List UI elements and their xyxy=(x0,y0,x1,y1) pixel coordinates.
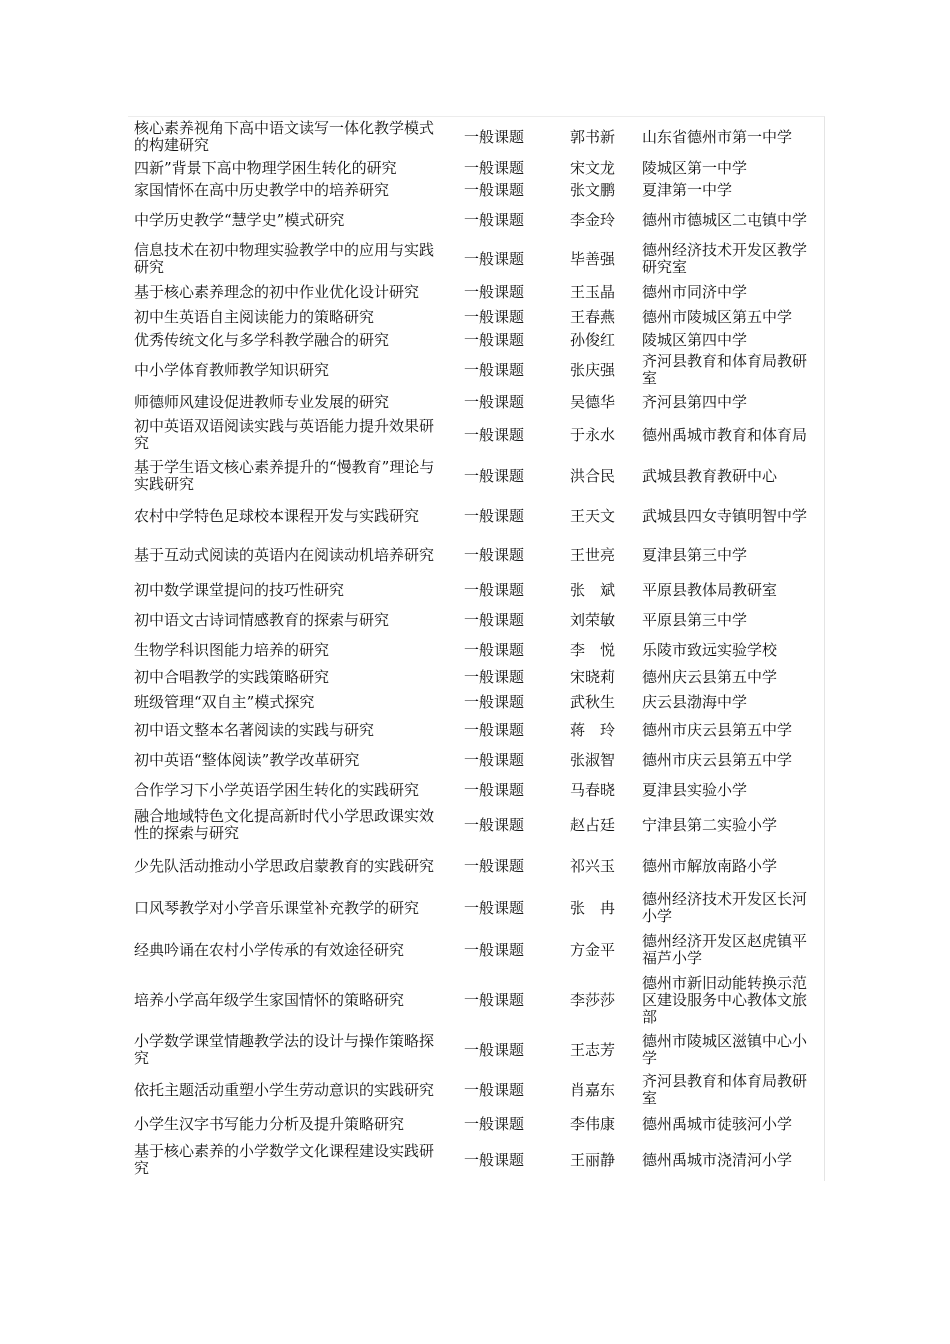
project-type-cell: 一般课题 xyxy=(464,1150,525,1169)
project-title-cell: 口风琴教学对小学音乐课堂补充教学的研究 xyxy=(134,898,420,917)
unit-cell: 陵城区第四中学 xyxy=(642,330,748,349)
person-cell: 刘荣敏 xyxy=(570,610,616,629)
person-cell: 孙俊红 xyxy=(570,330,616,349)
person-cell: 张庆强 xyxy=(570,360,616,379)
table-row xyxy=(128,179,824,201)
person-cell: 洪合民 xyxy=(570,466,616,485)
unit-cell: 德州禹城市浇清河小学 xyxy=(642,1150,793,1169)
person-cell: 蒋 玲 xyxy=(570,720,616,739)
project-type-cell: 一般课题 xyxy=(464,780,525,799)
table-row xyxy=(128,1109,824,1139)
project-type-cell: 一般课题 xyxy=(464,466,525,485)
unit-cell: 齐河县第四中学 xyxy=(642,392,748,411)
unit-cell: 夏津县第三中学 xyxy=(642,545,748,564)
person-cell: 宋晓莉 xyxy=(570,667,616,686)
unit-cell: 夏津第一中学 xyxy=(642,180,733,199)
person-cell: 赵占廷 xyxy=(570,815,616,834)
project-type-cell: 一般课题 xyxy=(464,815,525,834)
project-title-cell: 初中语文整本名著阅读的实践与研究 xyxy=(134,720,375,739)
project-title-cell: 少先队活动推动小学思政启蒙教育的实践研究 xyxy=(134,856,435,875)
unit-cell: 陵城区第一中学 xyxy=(642,158,748,177)
project-type-cell: 一般课题 xyxy=(464,640,525,659)
project-title-cell: 班级管理“双自主”模式探究 xyxy=(134,692,315,711)
person-cell: 祁兴玉 xyxy=(570,856,616,875)
project-title-cell: 基于核心素养的小学数学文化课程建设实践研究 xyxy=(134,1142,435,1177)
table-row xyxy=(128,689,824,715)
project-title-cell: 培养小学高年级学生家国情怀的策略研究 xyxy=(134,990,405,1009)
table-row xyxy=(128,305,824,329)
project-type-cell: 一般课题 xyxy=(464,180,525,199)
person-cell: 王志芳 xyxy=(570,1040,616,1059)
project-table xyxy=(128,116,825,1181)
project-title-cell: 初中数学课堂提问的技巧性研究 xyxy=(134,580,345,599)
unit-cell: 乐陵市致远实验学校 xyxy=(642,640,778,659)
unit-cell: 武城县教育教研中心 xyxy=(642,466,778,485)
project-type-cell: 一般课题 xyxy=(464,127,525,146)
unit-cell: 德州市陵城区滋镇中心小学 xyxy=(642,1032,808,1067)
table-row xyxy=(128,605,824,635)
table-row xyxy=(128,351,824,389)
project-type-cell: 一般课题 xyxy=(464,990,525,1009)
project-title-cell: 小学生汉字书写能力分析及提升策略研究 xyxy=(134,1114,405,1133)
unit-cell: 武城县四女寺镇明智中学 xyxy=(642,506,808,525)
project-title-cell: 生物学科识图能力培养的研究 xyxy=(134,640,330,659)
unit-cell: 德州市陵城区第五中学 xyxy=(642,307,793,326)
person-cell: 张 冉 xyxy=(570,898,616,917)
project-type-cell: 一般课题 xyxy=(464,392,525,411)
table-row xyxy=(128,575,824,605)
project-type-cell: 一般课题 xyxy=(464,545,525,564)
project-type-cell: 一般课题 xyxy=(464,940,525,959)
person-cell: 张文鹏 xyxy=(570,180,616,199)
project-title-cell: 初中英语双语阅读实践与英语能力提升效果研究 xyxy=(134,417,435,452)
project-title-cell: 初中语文古诗词情感教育的探索与研究 xyxy=(134,610,390,629)
person-cell: 于永水 xyxy=(570,425,616,444)
project-type-cell: 一般课题 xyxy=(464,282,525,301)
project-title-cell: 初中生英语自主阅读能力的策略研究 xyxy=(134,307,375,326)
table-row xyxy=(128,845,824,887)
table-row xyxy=(128,665,824,689)
project-type-cell: 一般课题 xyxy=(464,1080,525,1099)
project-title-cell: 经典吟诵在农村小学传承的有效途径研究 xyxy=(134,940,405,959)
unit-cell: 德州市庆云县第五中学 xyxy=(642,720,793,739)
table-row xyxy=(128,745,824,775)
project-title-cell: 核心素养视角下高中语文读写一体化教学模式的构建研究 xyxy=(134,119,435,154)
table-row xyxy=(128,117,824,157)
project-type-cell: 一般课题 xyxy=(464,580,525,599)
unit-cell: 平原县教体局教研室 xyxy=(642,580,778,599)
project-type-cell: 一般课题 xyxy=(464,1114,525,1133)
project-title-cell: 基于核心素养理念的初中作业优化设计研究 xyxy=(134,282,420,301)
person-cell: 李伟康 xyxy=(570,1114,616,1133)
project-type-cell: 一般课题 xyxy=(464,360,525,379)
person-cell: 王丽静 xyxy=(570,1150,616,1169)
project-type-cell: 一般课题 xyxy=(464,692,525,711)
person-cell: 王世亮 xyxy=(570,545,616,564)
unit-cell: 夏津县实验小学 xyxy=(642,780,748,799)
unit-cell: 德州市庆云县第五中学 xyxy=(642,750,793,769)
table-row xyxy=(128,929,824,971)
person-cell: 王天文 xyxy=(570,506,616,525)
person-cell: 宋文龙 xyxy=(570,158,616,177)
project-type-cell: 一般课题 xyxy=(464,750,525,769)
table-row xyxy=(128,1029,824,1071)
person-cell: 吴德华 xyxy=(570,392,616,411)
person-cell: 马春晓 xyxy=(570,780,616,799)
table-row xyxy=(128,715,824,745)
unit-cell: 宁津县第二实验小学 xyxy=(642,815,778,834)
person-cell: 武秋生 xyxy=(570,692,616,711)
table-row xyxy=(128,535,824,575)
project-title-cell: 师德师风建设促进教师专业发展的研究 xyxy=(134,392,390,411)
project-type-cell: 一般课题 xyxy=(464,249,525,268)
person-cell: 张淑智 xyxy=(570,750,616,769)
table-row xyxy=(128,775,824,805)
project-title-cell: 基于互动式阅读的英语内在阅读动机培养研究 xyxy=(134,545,435,564)
project-type-cell: 一般课题 xyxy=(464,856,525,875)
project-title-cell: 合作学习下小学英语学困生转化的实践研究 xyxy=(134,780,420,799)
project-type-cell: 一般课题 xyxy=(464,898,525,917)
person-cell: 郭书新 xyxy=(570,127,616,146)
person-cell: 李金玲 xyxy=(570,210,616,229)
person-cell: 王玉晶 xyxy=(570,282,616,301)
project-type-cell: 一般课题 xyxy=(464,667,525,686)
unit-cell: 德州禹城市教育和体育局 xyxy=(642,425,808,444)
project-type-cell: 一般课题 xyxy=(464,720,525,739)
project-type-cell: 一般课题 xyxy=(464,330,525,349)
unit-cell: 德州经济开发区赵虎镇平福芦小学 xyxy=(642,932,808,967)
unit-cell: 齐河县教育和体育局教研室 xyxy=(642,1072,808,1107)
unit-cell: 德州市德城区二屯镇中学 xyxy=(642,210,808,229)
project-title-cell: 小学数学课堂情趣教学法的设计与操作策略探究 xyxy=(134,1032,435,1067)
project-title-cell: 家国情怀在高中历史教学中的培养研究 xyxy=(134,180,390,199)
unit-cell: 齐河县教育和体育局教研室 xyxy=(642,352,808,387)
table-row xyxy=(128,157,824,179)
table-row xyxy=(128,279,824,305)
table-row xyxy=(128,1139,824,1181)
person-cell: 肖嘉东 xyxy=(570,1080,616,1099)
table-row xyxy=(128,329,824,351)
project-title-cell: 依托主题活动重塑小学生劳动意识的实践研究 xyxy=(134,1080,435,1099)
project-title-cell: 中学历史教学“慧学史”模式研究 xyxy=(134,210,345,229)
person-cell: 张 斌 xyxy=(570,580,616,599)
person-cell: 李莎莎 xyxy=(570,990,616,1009)
project-type-cell: 一般课题 xyxy=(464,307,525,326)
table-row xyxy=(128,415,824,455)
table-row xyxy=(128,239,824,279)
unit-cell: 德州市同济中学 xyxy=(642,282,748,301)
unit-cell: 德州经济技术开发区教学研究室 xyxy=(642,241,808,276)
unit-cell: 平原县第三中学 xyxy=(642,610,748,629)
project-type-cell: 一般课题 xyxy=(464,210,525,229)
project-type-cell: 一般课题 xyxy=(464,506,525,525)
project-title-cell: 中小学体育教师教学知识研究 xyxy=(134,360,330,379)
unit-cell: 德州经济技术开发区长河小学 xyxy=(642,890,808,925)
project-title-cell: 初中英语“整体阅读”教学改革研究 xyxy=(134,750,360,769)
person-cell: 方金平 xyxy=(570,940,616,959)
project-title-cell: 初中合唱教学的实践策略研究 xyxy=(134,667,330,686)
table-row xyxy=(128,455,824,497)
project-title-cell: 农村中学特色足球校本课程开发与实践研究 xyxy=(134,506,420,525)
project-title-cell: 基于学生语文核心素养提升的“慢教育”理论与实践研究 xyxy=(134,458,435,493)
project-title-cell: 四新”背景下高中物理学困生转化的研究 xyxy=(134,158,397,177)
table-row xyxy=(128,635,824,665)
person-cell: 王春燕 xyxy=(570,307,616,326)
table-row xyxy=(128,805,824,845)
unit-cell: 德州禹城市徒骇河小学 xyxy=(642,1114,793,1133)
person-cell: 毕善强 xyxy=(570,249,616,268)
table-row xyxy=(128,1071,824,1109)
project-title-cell: 融合地域特色文化提高新时代小学思政课实效性的探索与研究 xyxy=(134,807,435,842)
unit-cell: 德州庆云县第五中学 xyxy=(642,667,778,686)
person-cell: 李 悦 xyxy=(570,640,616,659)
table-row xyxy=(128,389,824,415)
table-row xyxy=(128,497,824,535)
project-type-cell: 一般课题 xyxy=(464,1040,525,1059)
project-type-cell: 一般课题 xyxy=(464,610,525,629)
table-row xyxy=(128,201,824,239)
project-type-cell: 一般课题 xyxy=(464,425,525,444)
unit-cell: 德州市解放南路小学 xyxy=(642,856,778,875)
unit-cell: 山东省德州市第一中学 xyxy=(642,127,793,146)
project-title-cell: 信息技术在初中物理实验教学中的应用与实践研究 xyxy=(134,241,435,276)
unit-cell: 德州市新旧动能转换示范区建设服务中心教体文旅部 xyxy=(642,973,808,1026)
project-title-cell: 优秀传统文化与多学科教学融合的研究 xyxy=(134,330,390,349)
table-row xyxy=(128,971,824,1029)
unit-cell: 庆云县渤海中学 xyxy=(642,692,748,711)
project-type-cell: 一般课题 xyxy=(464,158,525,177)
table-row xyxy=(128,887,824,929)
